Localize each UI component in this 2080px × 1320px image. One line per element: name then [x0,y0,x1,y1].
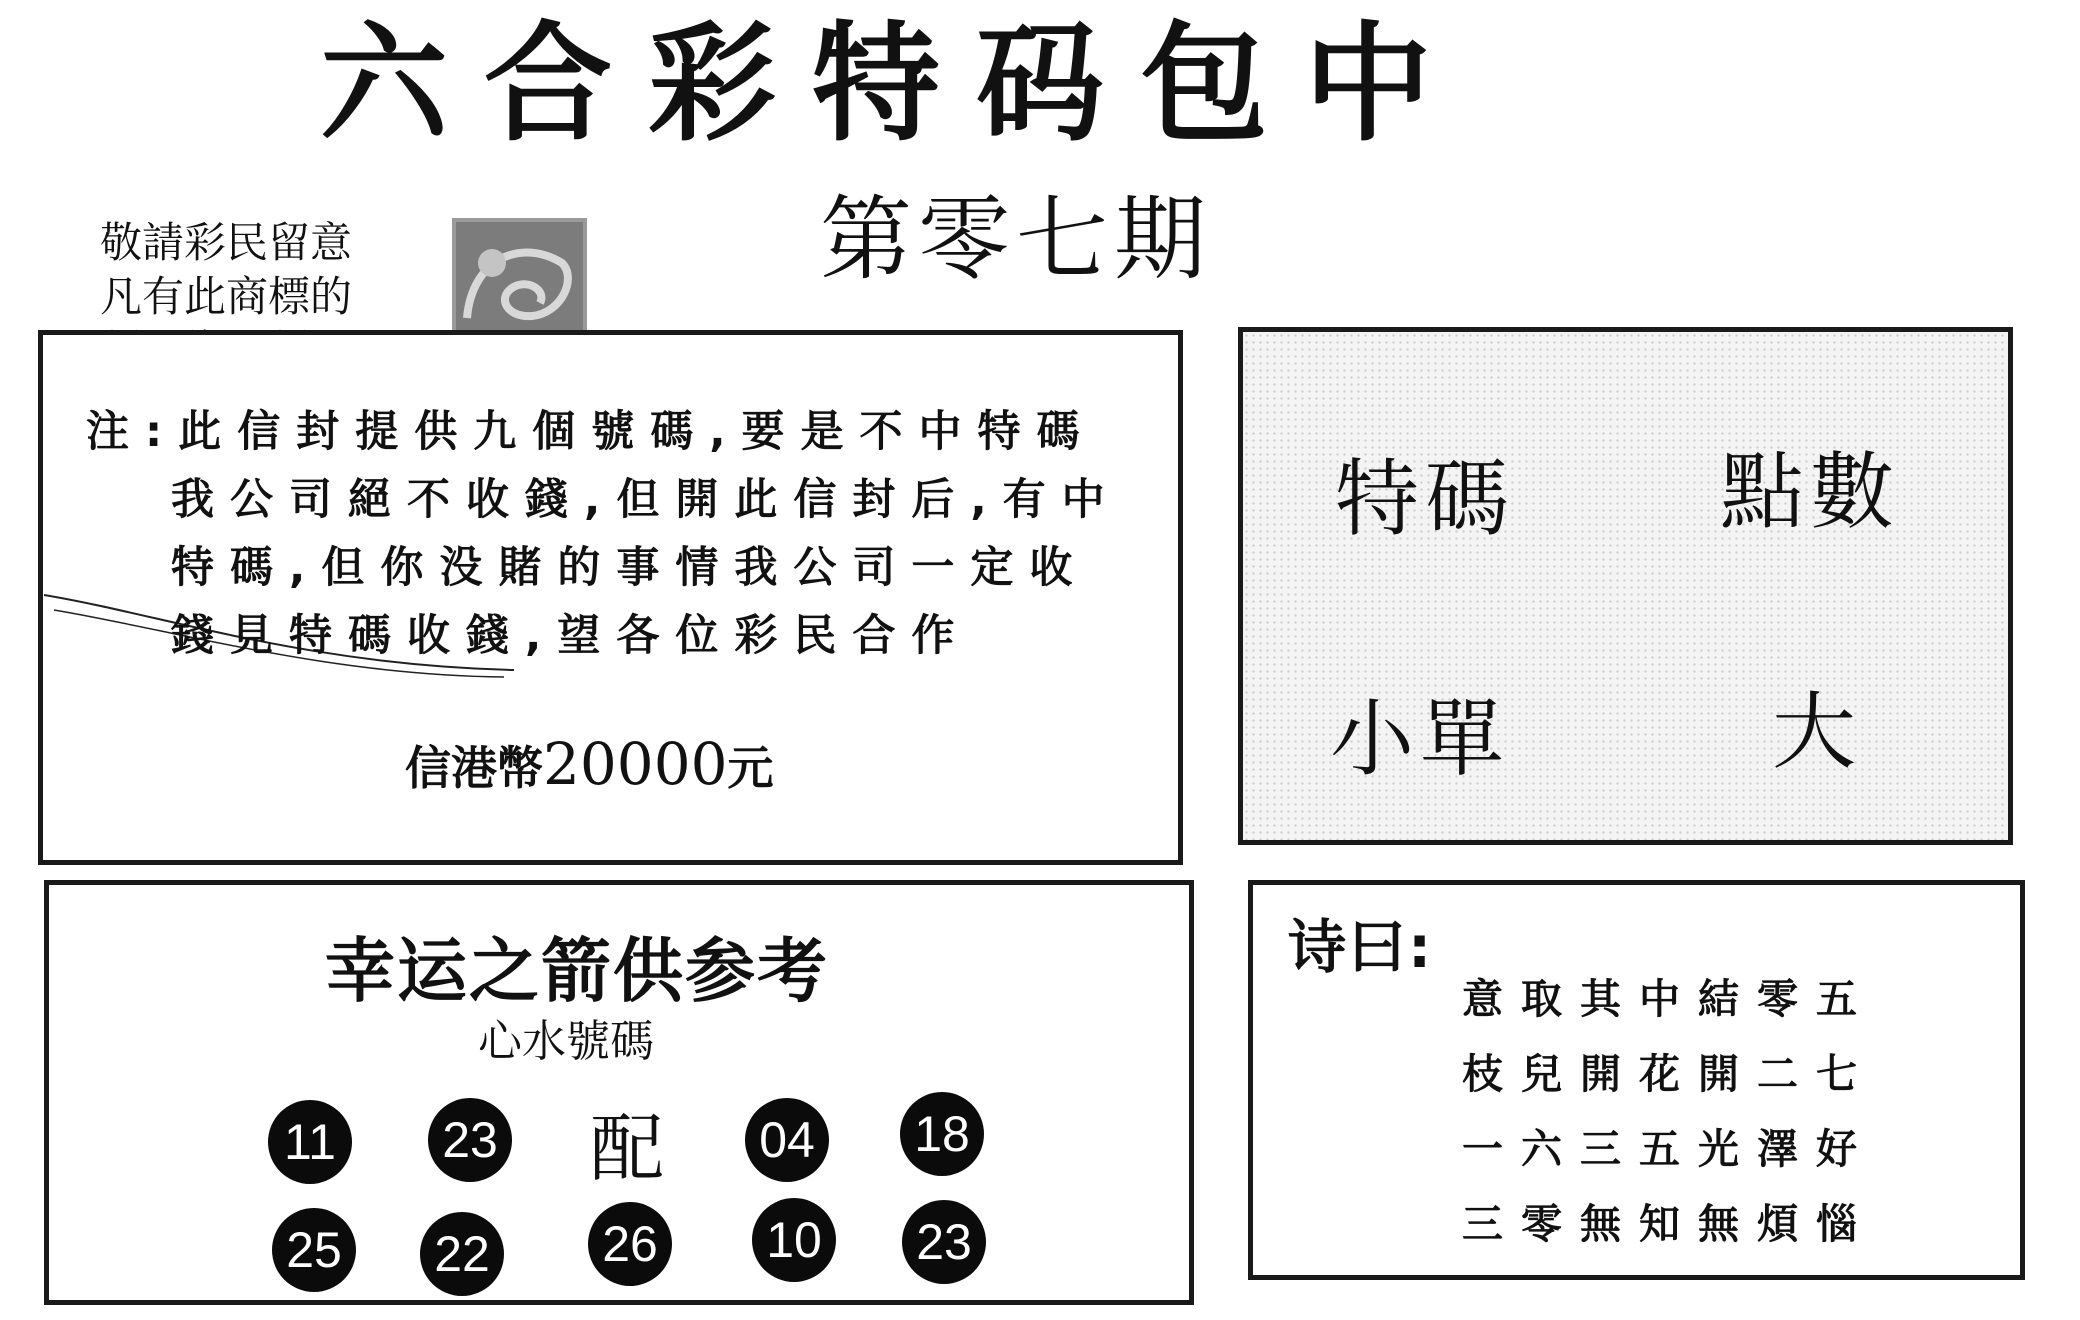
issue-label: 第零七期 [820,186,1213,293]
note-line: 注:此信封提供九個號碼,要是不中特碼 [86,407,1096,457]
tema-value: 小單 [1330,690,1511,788]
note-text [86,398,1121,670]
fee-prefix: 信港幣 [405,741,543,795]
poem-line: 一六三五光澤好 [1462,1125,1875,1173]
poem-line: 枝兒開花開二七 [1462,1050,1875,1098]
tema-label: 特碼 [1335,450,1516,548]
fee-amount: 20000 [543,730,728,798]
lucky-title: 幸运之箭供参考 [325,930,829,1012]
fee-unit: 元 [727,741,774,795]
number-ball: 10 [752,1198,836,1282]
number-ball: 04 [745,1098,829,1182]
note-line: 錢見特碼收錢,望各位彩民合作 [171,611,971,661]
points-value: 大 [1772,683,1857,781]
poem-line: 三零無知無煩惱 [1462,1200,1875,1248]
page-title: 六合彩特码包中 [320,10,1469,159]
note-line: 特碼,但你没賭的事情我公司一定收 [171,543,1089,593]
number-ball: 22 [420,1212,504,1296]
pair-mark: 配 [590,1106,664,1192]
number-ball: 23 [428,1098,512,1182]
number-ball: 26 [588,1202,672,1286]
lucky-subtitle: 心水號碼 [478,1016,654,1067]
number-ball: 25 [272,1208,356,1292]
poem-text [1462,962,1875,1262]
notice-line: 敬請彩民留意 [100,218,353,267]
number-ball: 18 [900,1092,984,1176]
poem-line: 意取其中結零五 [1462,975,1875,1023]
note-line: 我公司絕不收錢,但開此信封后,有中 [171,475,1121,525]
poem-heading: 诗曰: [1288,913,1434,981]
notice-line: 凡有此商標的 [100,272,353,321]
number-ball: 11 [268,1100,352,1184]
points-label: 點數 [1720,443,1901,541]
number-ball: 23 [902,1200,986,1284]
fee-line [405,730,774,798]
